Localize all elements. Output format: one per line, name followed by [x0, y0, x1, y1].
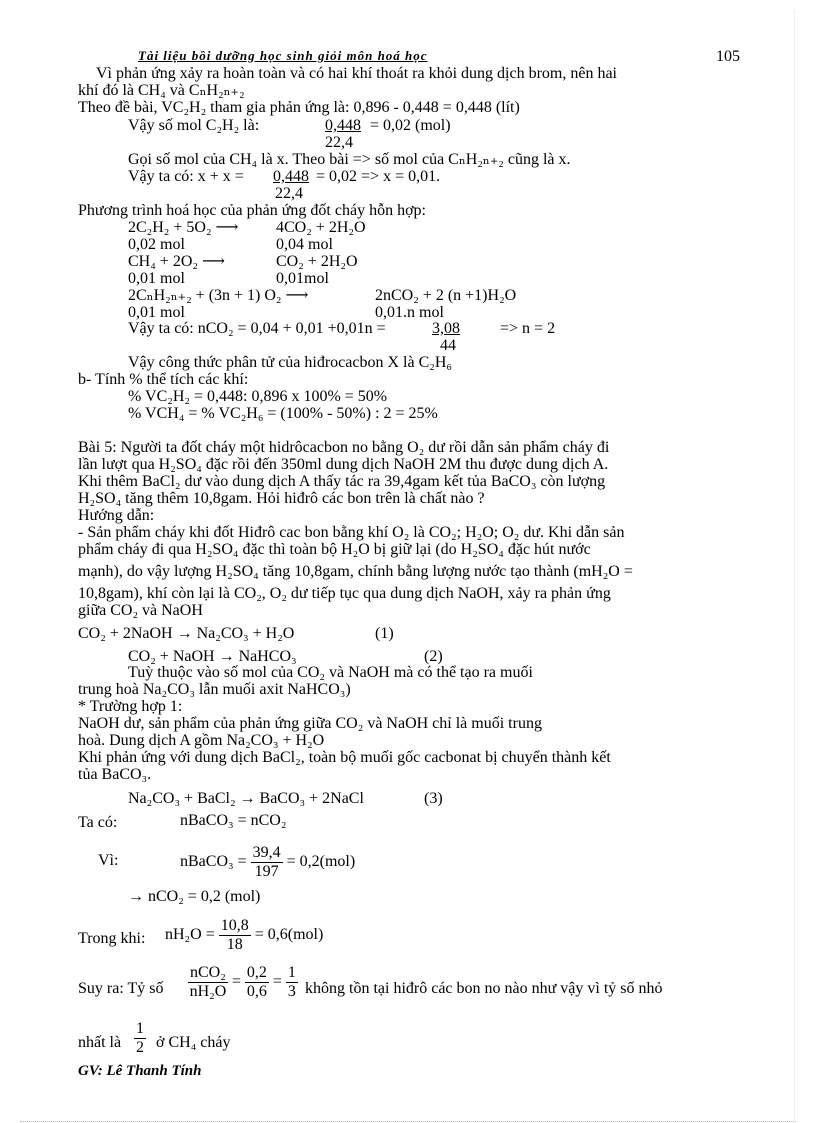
text-line: 0,01 mol [128, 270, 185, 287]
fraction-numerator: 1 [287, 963, 296, 981]
margin-guide [794, 10, 795, 1119]
text-line: = 0,02 (mol) [370, 117, 451, 134]
equation-line [134, 1018, 146, 1058]
text-line: Bài 5: Người ta đốt cháy một hidrôcacbon no bằng O₂ dư rồi dẫn sản phẩm cháy đi [78, 439, 610, 456]
fraction-denominator: 44 [440, 337, 456, 354]
text-line: Vậy công thức phân tử của hiđrocacbon X là C₂H₆ [128, 354, 452, 371]
page-bottom-border [20, 1121, 796, 1122]
page-footer: GV: Lê Thanh Tính [78, 1063, 202, 1079]
text-line: giữa CO₂ và NaOH [78, 602, 203, 619]
fraction-denominator: 2 [136, 1038, 144, 1056]
fraction [188, 964, 228, 1001]
fraction-denominator: 22,4 [275, 185, 303, 202]
text-line: 0,01mol [276, 270, 329, 287]
text-line: 0,01.n mol [375, 304, 444, 321]
text-line: Phương trình hoá học của phản ứng đốt cháy hỗn hợp: [78, 202, 426, 219]
equation-line [180, 842, 355, 882]
fraction-denominator: 18 [226, 935, 243, 953]
fraction-numerator: nCO₂ [190, 963, 226, 981]
text-line: phẩm cháy đi qua H₂SO₄ đặc thì toàn bộ H₂O bị giữ lại (do H₂SO₄ đặc hút nước [78, 541, 591, 558]
equation-line: CO₂ + 2NaOH → Na₂CO₃ + H₂O [78, 625, 295, 642]
text-line: trung hoà Na₂CO₃ lẫn muối axit NaHCO₃) [78, 681, 351, 698]
equation-line: → nCO₂ = 0,2 (mol) [128, 888, 261, 905]
text-line: Gọi số mol của CH₄ là x. Theo bài => số mol của CₙH₂ₙ₊₂ cũng là x. [128, 151, 571, 168]
fraction [251, 844, 283, 881]
text-line: Hướng dẫn: [78, 507, 155, 524]
equation-number: (1) [375, 625, 394, 642]
equation-line: CH₄ + 2O₂ ⟶ [128, 253, 225, 270]
text-line: Tuỳ thuộc vào số mol của CO₂ và NaOH mà có thể tạo ra muối [128, 664, 533, 681]
equation-line: Na₂CO₃ + BaCl₂ → BaCO₃ + 2NaCl [128, 790, 364, 807]
fraction-denominator: 0,6 [246, 982, 267, 1000]
fraction-numerator: 0,448 [325, 117, 361, 134]
equation-number: (2) [424, 648, 443, 665]
text-line: % VCH₄ = % VC₂H₆ = (100% - 50%) : 2 = 25% [128, 405, 438, 422]
text-line: Khi thêm BaCl₂ dư vào dung dịch A thấy tác ra 39,4gam kết tủa BaCO₃ còn lượng [78, 473, 606, 490]
equation-line: 2nCO₂ + 2 (n +1)H₂O [375, 287, 517, 304]
text-line: Vậy ta có: nCO₂ = 0,04 + 0,01 +0,01n = [128, 320, 386, 337]
text-line: 0,01 mol [128, 304, 185, 321]
text-line: mạnh), do vậy lượng H₂SO₄ tăng 10,8gam, chính bằng lượng nước tạo thành (mH₂O = [78, 563, 633, 580]
fraction [134, 1020, 146, 1057]
fraction-denominator: 197 [254, 862, 279, 880]
fraction-numerator: 10,8 [220, 916, 249, 934]
text-line: 10,8gam), khí còn lại là CO₂, O₂ dư tiếp tục qua dung dịch NaOH, xảy ra phản ứng [78, 585, 611, 602]
fraction-denominator: nH₂O [189, 982, 227, 1000]
text-line: b- Tính % thể tích các khí: [78, 371, 249, 388]
fraction [286, 964, 298, 1001]
text-line: khí đó là CH₄ và CₙH₂ₙ₊₂ [78, 82, 245, 99]
fraction-numerator: 0,448 [273, 168, 309, 185]
equation-line: 2CₙH₂ₙ₊₂ + (3n + 1) O₂ ⟶ [128, 287, 309, 304]
text-line: Theo đề bài, VC₂H₂ tham gia phản ứng là: 0,896 - 0,448 = 0,448 (lít) [78, 99, 520, 116]
text-line: Suy ra: Tỷ số [78, 980, 164, 997]
equation-line: 4CO₂ + 2H₂O [276, 219, 366, 236]
text-line: => n = 2 [500, 320, 556, 337]
equation-rhs: = 0,6(mol) [254, 926, 324, 943]
text-line: = 0,02 => x = 0,01. [316, 168, 441, 185]
fraction-denominator: 22,4 [325, 134, 353, 151]
text-line: Vì: [98, 852, 119, 869]
text-line: Ta có: [78, 814, 118, 831]
equation-rhs: = 0,2(mol) [286, 853, 356, 870]
text-line: 0,02 mol [128, 236, 185, 253]
text-line: Vậy ta có: x + x = [128, 168, 244, 185]
equation-line [165, 915, 323, 955]
equation-number: (3) [424, 790, 443, 807]
equation-lhs: nH₂O = [165, 926, 215, 943]
text-line: Khi phản ứng với dung dịch BaCl₂, toàn bộ muối gốc cacbonat bị chuyển thành kết [78, 749, 611, 766]
fraction-denominator: 3 [287, 982, 296, 1000]
fraction [245, 964, 269, 1001]
text-line: - Sản phẩm cháy khi đốt Hiđrô cac bon bằng khí O₂ là CO₂; H₂O; O₂ dư. Khi dẫn sản [78, 524, 625, 541]
text-line: H₂SO₄ tăng thêm 10,8gam. Hỏi hiđrô các bon trên là chất nào ? [78, 490, 485, 507]
equation-line: CO₂ + NaOH → NaHCO₃ [128, 648, 297, 665]
equation-line: 2C₂H₂ + 5O₂ ⟶ [128, 219, 239, 236]
equation-line: CO₂ + 2H₂O [276, 253, 358, 270]
text-line: Vậy số mol C₂H₂ là: [128, 117, 260, 134]
fraction-numerator: 3,08 [432, 320, 460, 337]
text-line: tủa BaCO₃. [78, 766, 152, 783]
equation-line [188, 962, 298, 1002]
equation-lhs: nBaCO₃ = [180, 853, 247, 870]
equals-sign: = [231, 973, 241, 990]
fraction-numerator: 1 [136, 1019, 144, 1037]
text-line: Trong khi: [78, 930, 146, 947]
text-line: 0,04 mol [276, 236, 333, 253]
fraction-numerator: 0,2 [246, 963, 267, 981]
text-line: NaOH dư, sản phẩm của phản ứng giữa CO₂ và NaOH chỉ là muối trung [78, 715, 542, 732]
page-header: Tài liệu bồi dưỡng học sinh giỏi môn hoá học [138, 48, 428, 63]
page-number: 105 [716, 48, 740, 65]
text-line: * Trường hợp 1: [78, 698, 183, 715]
equals-sign: = [272, 973, 282, 990]
text-line: Vì phản ứng xảy ra hoàn toàn và có hai khí thoát ra khỏi dung dịch brom, nên hai [96, 65, 617, 82]
text-line: % VC₂H₂ = 0,448: 0,896 x 100% = 50% [128, 388, 388, 405]
equation-line: nBaCO₃ = nCO₂ [180, 812, 287, 829]
text-line: nhất là [78, 1034, 122, 1051]
text-line: lần lượt qua H₂SO₄ đặc rồi đến 350ml dung dịch NaOH 2M thu được dung dịch A. [78, 456, 609, 473]
text-line: không tồn tại hiđrô các bon no nào như vậy vì tỷ số nhỏ [305, 980, 663, 997]
fraction [219, 917, 251, 954]
text-line: hoà. Dung dịch A gồm Na₂CO₃ + H₂O [78, 732, 325, 749]
fraction-numerator: 39,4 [252, 843, 281, 861]
text-line: ở CH₄ cháy [156, 1034, 231, 1051]
